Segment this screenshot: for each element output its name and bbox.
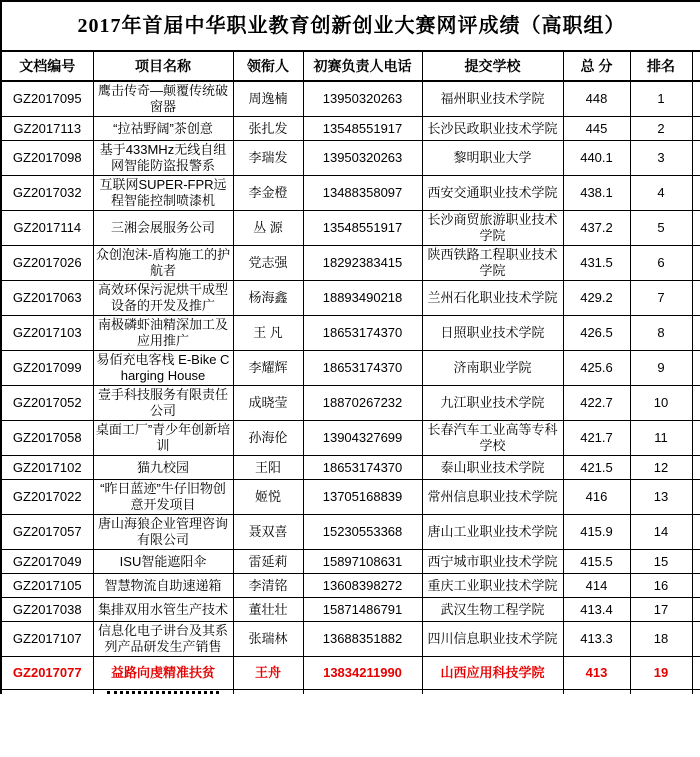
column-header-school: 提交学校	[422, 51, 563, 81]
table-edge-cell	[692, 386, 700, 421]
cell-phone: 18653174370	[303, 351, 422, 386]
table-edge-cell	[692, 351, 700, 386]
cell-score: 416	[563, 480, 630, 515]
cell-phone: 13548551917	[303, 211, 422, 246]
clipped-text-tops	[107, 691, 219, 694]
cell-project: 基于433MHz无线自组网智能防盗报警系	[93, 141, 233, 176]
cell-project: 鹰击传奇—颠覆传统破窗器	[93, 81, 233, 117]
cell-doc_id: GZ2017105	[1, 574, 93, 598]
cell-phone: 18292383415	[303, 246, 422, 281]
cell-score: 413.4	[563, 598, 630, 622]
cell-rank: 15	[630, 550, 692, 574]
table-edge-cell	[692, 211, 700, 246]
cell-rank: 14	[630, 515, 692, 550]
cell-leader: 李金橙	[233, 176, 303, 211]
cell-rank: 16	[630, 574, 692, 598]
cell-score: 431.5	[563, 246, 630, 281]
cell-score: 425.6	[563, 351, 630, 386]
table-row	[1, 117, 700, 141]
table-row	[1, 211, 700, 246]
cell-doc_id: GZ2017098	[1, 141, 93, 176]
cell-doc_id: GZ2017077	[1, 657, 93, 690]
table-edge-cell	[692, 246, 700, 281]
cell-phone: 18893490218	[303, 281, 422, 316]
cell-score: 448	[563, 81, 630, 117]
cell-leader: 雷延莉	[233, 550, 303, 574]
cell-project: 高效环保污泥烘干成型设备的开发及推广	[93, 281, 233, 316]
cell-leader: 张扎发	[233, 117, 303, 141]
table-edge-cell	[692, 421, 700, 456]
cell-rank: 9	[630, 351, 692, 386]
cell-phone: 15871486791	[303, 598, 422, 622]
cell-rank: 5	[630, 211, 692, 246]
cell-phone: 13834211990	[303, 657, 422, 690]
cell-score: 422.7	[563, 386, 630, 421]
cell-score: 429.2	[563, 281, 630, 316]
cell-project: 唐山海狼企业管理咨询有限公司	[93, 515, 233, 550]
cell-school: 长沙商贸旅游职业技术学院	[422, 211, 563, 246]
cell-score-clipped	[563, 690, 630, 695]
table-header-row	[1, 51, 700, 81]
cell-doc_id: GZ2017058	[1, 421, 93, 456]
cell-score: 440.1	[563, 141, 630, 176]
cell-leader: 党志强	[233, 246, 303, 281]
cell-phone: 13548551917	[303, 117, 422, 141]
table-edge-cell	[692, 51, 700, 81]
cell-leader: 王阳	[233, 456, 303, 480]
cell-rank: 17	[630, 598, 692, 622]
cell-doc_id: GZ2017052	[1, 386, 93, 421]
table-edge-cell	[692, 480, 700, 515]
table-row	[1, 176, 700, 211]
cell-phone: 18870267232	[303, 386, 422, 421]
table-row	[1, 281, 700, 316]
table-edge-cell	[692, 456, 700, 480]
title-row	[1, 1, 700, 51]
table-row	[1, 81, 700, 117]
cell-school: 西宁城市职业技术学院	[422, 550, 563, 574]
cell-project: 易佰充电客栈 E-Bike Charging House	[93, 351, 233, 386]
cell-rank: 19	[630, 657, 692, 690]
cell-project: 众创泡沫-盾构施工的护航者	[93, 246, 233, 281]
cell-doc_id: GZ2017049	[1, 550, 93, 574]
column-header-rank: 排名	[630, 51, 692, 81]
cell-leader: 董壮壮	[233, 598, 303, 622]
cell-doc_id: GZ2017032	[1, 176, 93, 211]
cell-rank: 6	[630, 246, 692, 281]
table-row	[1, 598, 700, 622]
table-edge-cell	[692, 176, 700, 211]
cell-school: 济南职业学院	[422, 351, 563, 386]
cell-doc_id: GZ2017022	[1, 480, 93, 515]
cell-phone: 13488358097	[303, 176, 422, 211]
cell-phone: 18653174370	[303, 316, 422, 351]
cell-score: 421.5	[563, 456, 630, 480]
cell-phone-clipped	[303, 690, 422, 695]
cell-project: 智慧物流自助速递箱	[93, 574, 233, 598]
table-row	[1, 316, 700, 351]
cell-phone: 13904327699	[303, 421, 422, 456]
cell-leader: 姬悦	[233, 480, 303, 515]
cell-doc_id: GZ2017095	[1, 81, 93, 117]
table-edge-cell	[692, 598, 700, 622]
cell-leader: 王 凡	[233, 316, 303, 351]
cell-score: 421.7	[563, 421, 630, 456]
cell-school: 日照职业技术学院	[422, 316, 563, 351]
cell-phone: 15897108631	[303, 550, 422, 574]
cell-phone: 13688351882	[303, 622, 422, 657]
cell-leader: 王舟	[233, 657, 303, 690]
cell-project: 信息化电子讲台及其系列产品研发生产销售	[93, 622, 233, 657]
cell-score: 415.5	[563, 550, 630, 574]
table-row	[1, 141, 700, 176]
table-edge-cell	[692, 81, 700, 117]
cell-doc_id: GZ2017102	[1, 456, 93, 480]
cell-doc_id-clipped	[1, 690, 93, 695]
cell-phone: 13950320263	[303, 141, 422, 176]
cell-leader: 李瑞发	[233, 141, 303, 176]
cell-school: 西安交通职业技术学院	[422, 176, 563, 211]
cell-leader: 张瑞林	[233, 622, 303, 657]
cell-leader: 杨海鑫	[233, 281, 303, 316]
cell-project: ISU智能遮阳伞	[93, 550, 233, 574]
cell-school: 黎明职业大学	[422, 141, 563, 176]
cell-project: 三湘会展服务公司	[93, 211, 233, 246]
table-row	[1, 246, 700, 281]
table-row	[1, 480, 700, 515]
table-edge-cell	[692, 281, 700, 316]
cell-school: 长春汽车工业高等专科学校	[422, 421, 563, 456]
cell-school: 山西应用科技学院	[422, 657, 563, 690]
cell-rank-clipped	[630, 690, 692, 695]
cell-leader: 周逸楠	[233, 81, 303, 117]
cell-rank: 3	[630, 141, 692, 176]
cell-leader: 丛 源	[233, 211, 303, 246]
cell-school: 常州信息职业技术学院	[422, 480, 563, 515]
table-row	[1, 386, 700, 421]
column-header-phone: 初赛负责人电话	[303, 51, 422, 81]
table-edge-cell	[692, 574, 700, 598]
cell-score: 414	[563, 574, 630, 598]
cell-project: 集排双用水管生产技术	[93, 598, 233, 622]
cell-doc_id: GZ2017063	[1, 281, 93, 316]
cell-phone: 15230553368	[303, 515, 422, 550]
cell-project-clipped	[93, 690, 233, 695]
table-edge-cell	[692, 316, 700, 351]
cell-rank: 2	[630, 117, 692, 141]
table-edge-cell	[692, 117, 700, 141]
table-edge-cell	[692, 141, 700, 176]
cell-leader: 聂双喜	[233, 515, 303, 550]
column-header-doc_id: 文档编号	[1, 51, 93, 81]
column-header-leader: 领衔人	[233, 51, 303, 81]
cell-leader: 孙海伦	[233, 421, 303, 456]
cell-rank: 4	[630, 176, 692, 211]
cell-doc_id: GZ2017113	[1, 117, 93, 141]
table-edge-cell	[692, 690, 700, 695]
cell-leader: 李清铭	[233, 574, 303, 598]
cell-project: 壹手科技服务有限责任公司	[93, 386, 233, 421]
cell-school: 九江职业技术学院	[422, 386, 563, 421]
cell-project: 互联网SUPER-FPR远程智能控制喷漆机	[93, 176, 233, 211]
cell-phone: 13608398272	[303, 574, 422, 598]
table-row	[1, 351, 700, 386]
cell-doc_id: GZ2017107	[1, 622, 93, 657]
table-row-partial	[1, 690, 700, 695]
cell-school: 兰州石化职业技术学院	[422, 281, 563, 316]
cell-score: 413	[563, 657, 630, 690]
cell-rank: 7	[630, 281, 692, 316]
cell-school: 四川信息职业技术学院	[422, 622, 563, 657]
page-title: 2017年首届中华职业教育创新创业大赛网评成绩（高职组）	[1, 1, 700, 51]
cell-phone: 13705168839	[303, 480, 422, 515]
cell-rank: 8	[630, 316, 692, 351]
cell-rank: 11	[630, 421, 692, 456]
table-edge-cell	[692, 622, 700, 657]
table-row	[1, 550, 700, 574]
cell-doc_id: GZ2017099	[1, 351, 93, 386]
table-row	[1, 622, 700, 657]
cell-leader: 成晓莹	[233, 386, 303, 421]
cell-doc_id: GZ2017038	[1, 598, 93, 622]
column-header-score: 总 分	[563, 51, 630, 81]
cell-phone: 18653174370	[303, 456, 422, 480]
cell-phone: 13950320263	[303, 81, 422, 117]
cell-score: 426.5	[563, 316, 630, 351]
cell-school: 唐山工业职业技术学院	[422, 515, 563, 550]
cell-rank: 1	[630, 81, 692, 117]
cell-school: 长沙民政职业技术学院	[422, 117, 563, 141]
cell-project: 南极磷虾油精深加工及应用推广	[93, 316, 233, 351]
cell-rank: 10	[630, 386, 692, 421]
table-row	[1, 421, 700, 456]
table-row	[1, 574, 700, 598]
cell-doc_id: GZ2017026	[1, 246, 93, 281]
cell-score: 445	[563, 117, 630, 141]
cell-leader: 李耀辉	[233, 351, 303, 386]
cell-school-clipped	[422, 690, 563, 695]
cell-school: 陕西铁路工程职业技术学院	[422, 246, 563, 281]
cell-rank: 13	[630, 480, 692, 515]
cell-project: “拉祜野阔”茶创意	[93, 117, 233, 141]
cell-project: 猫九校园	[93, 456, 233, 480]
cell-score: 413.3	[563, 622, 630, 657]
table-edge-cell	[692, 550, 700, 574]
cell-leader-clipped	[233, 690, 303, 695]
cell-doc_id: GZ2017114	[1, 211, 93, 246]
cell-doc_id: GZ2017057	[1, 515, 93, 550]
cell-rank: 18	[630, 622, 692, 657]
table-row	[1, 515, 700, 550]
cell-score: 438.1	[563, 176, 630, 211]
table-row	[1, 456, 700, 480]
cell-score: 415.9	[563, 515, 630, 550]
cell-project: 桌面工厂”青少年创新培训	[93, 421, 233, 456]
cell-school: 重庆工业职业技术学院	[422, 574, 563, 598]
cell-school: 泰山职业技术学院	[422, 456, 563, 480]
cell-doc_id: GZ2017103	[1, 316, 93, 351]
cell-rank: 12	[630, 456, 692, 480]
column-header-project: 项目名称	[93, 51, 233, 81]
cell-school: 福州职业技术学院	[422, 81, 563, 117]
cell-project: “昨日蓝迹”牛仔旧物创意开发项目	[93, 480, 233, 515]
table-edge-cell	[692, 657, 700, 690]
cell-score: 437.2	[563, 211, 630, 246]
cell-project: 益路向虔精准扶贫	[93, 657, 233, 690]
table-edge-cell	[692, 515, 700, 550]
table-row	[1, 657, 700, 690]
cell-school: 武汉生物工程学院	[422, 598, 563, 622]
